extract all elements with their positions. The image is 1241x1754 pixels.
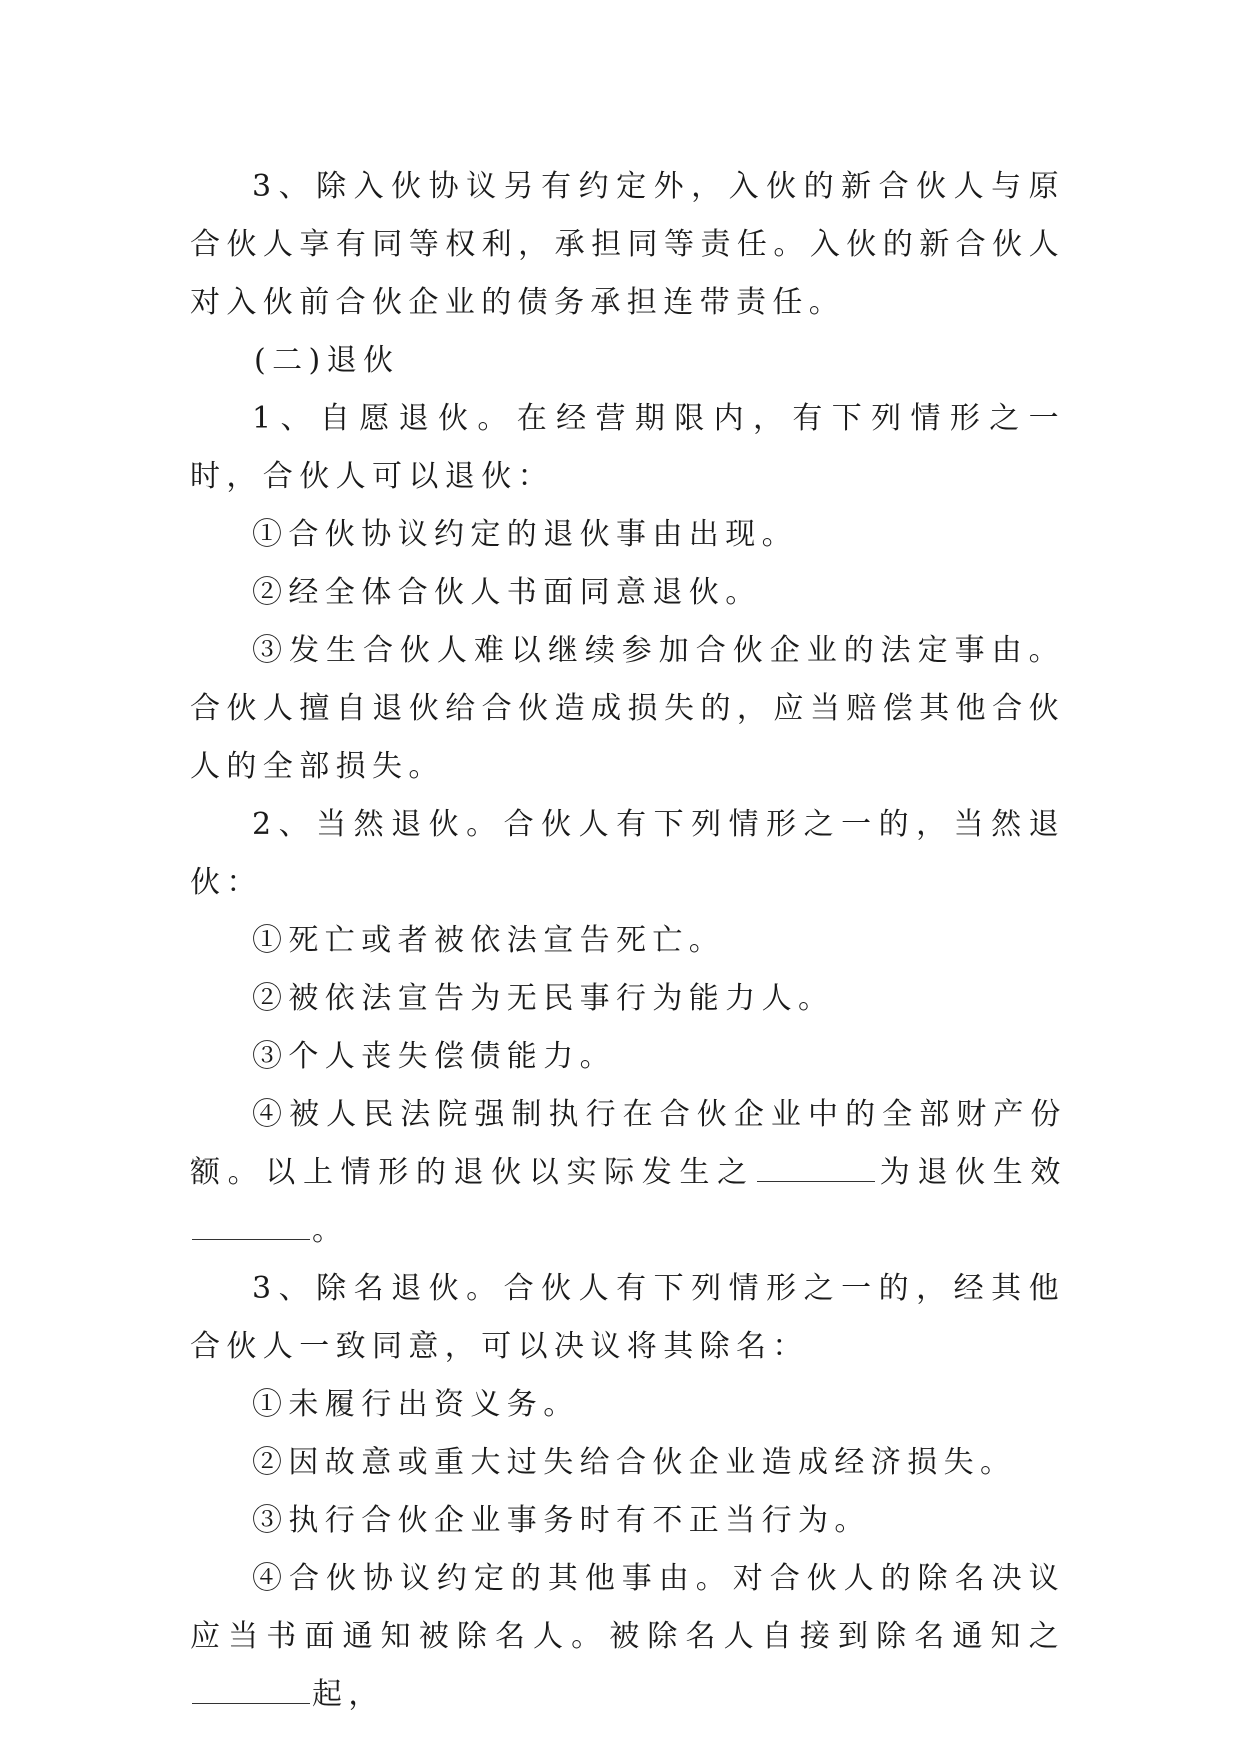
paragraph-voluntary-withdrawal: 1、自愿退伙。在经营期限内，有下列情形之一时，合伙人可以退伙： (190, 401, 1065, 494)
fill-in-blank[interactable] (192, 1677, 310, 1704)
list-item-voluntary-2: ②经全体合伙人书面同意退伙。 (252, 575, 762, 610)
document-body (190, 158, 1065, 1724)
list-item-automatic-4 (190, 1086, 1065, 1260)
text-segment: 起， (312, 1677, 385, 1712)
list-item-expulsion-3: ③执行合伙企业事务时有不正当行为。 (252, 1503, 871, 1538)
paragraph-expulsion: 3、除名退伙。合伙人有下列情形之一的，经其他合伙人一致同意，可以决议将其除名： (190, 1271, 1065, 1364)
fill-in-blank[interactable] (757, 1155, 875, 1182)
list-item-voluntary-3: ③发生合伙人难以继续参加合伙企业的法定事由。合伙人擅自退伙给合伙造成损失的，应当赔偿其他合伙人的全部损失。 (190, 633, 1065, 784)
paragraph-admission-rights: 3、除入伙协议另有约定外，入伙的新合伙人与原合伙人享有同等权利，承担同等责任。入伙的新合伙人对入伙前合伙企业的债务承担连带责任。 (190, 169, 1065, 320)
paragraph-automatic-withdrawal: 2、当然退伙。合伙人有下列情形之一的，当然退伙： (190, 807, 1065, 900)
section-heading-withdrawal: (二)退伙 (254, 343, 400, 378)
text-segment: 为退伙生效 (876, 1155, 1065, 1190)
list-item-expulsion-2: ②因故意或重大过失给合伙企业造成经济损失。 (252, 1445, 1017, 1480)
list-item-voluntary-1: ①合伙协议约定的退伙事由出现。 (252, 517, 798, 552)
text-segment: 。 (312, 1213, 347, 1248)
text-segment: ④被人民法院强制执行在合伙企业中的全部财产份额。以上情形的退伙以实际发生之 (190, 1097, 1065, 1190)
list-item-expulsion-1: ①未履行出资义务。 (252, 1387, 580, 1422)
text-segment: ④合伙协议约定的其他事由。对合伙人的除名决议应当书面通知被除名人。被除名人自接到除名通知之 (190, 1561, 1065, 1654)
list-item-automatic-3: ③个人丧失偿债能力。 (252, 1039, 616, 1074)
list-item-automatic-2: ②被依法宣告为无民事行为能力人。 (252, 981, 835, 1016)
list-item-expulsion-4 (190, 1550, 1065, 1724)
fill-in-blank[interactable] (192, 1213, 310, 1240)
list-item-automatic-1: ①死亡或者被依法宣告死亡。 (252, 923, 726, 958)
